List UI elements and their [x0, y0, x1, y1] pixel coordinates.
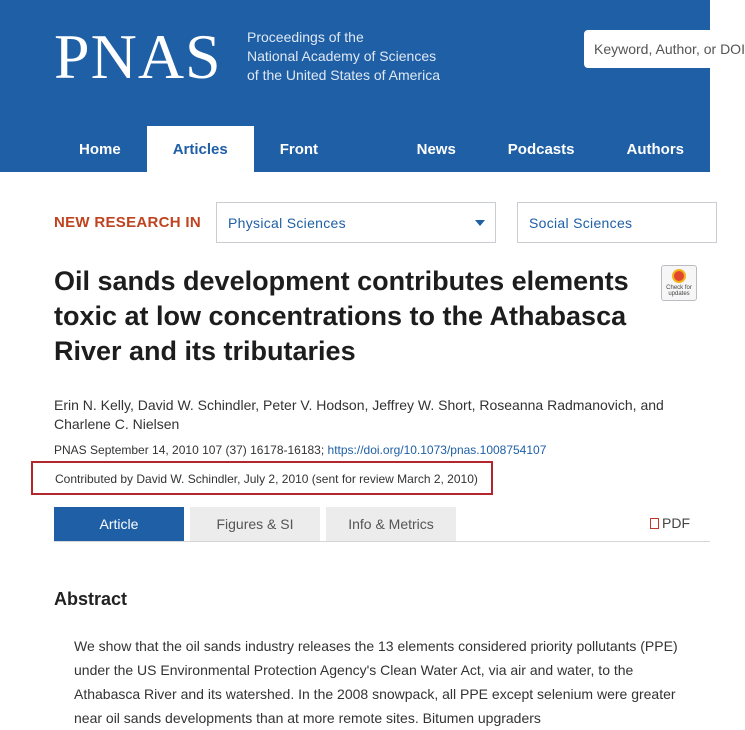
nav-front-matter[interactable]: Front Matter — [279, 141, 325, 206]
tab-info-metrics[interactable]: Info & Metrics — [326, 507, 456, 541]
select-value: Social Sciences — [529, 215, 633, 231]
citation — [54, 443, 546, 457]
author-list: Erin N. Kelly, David W. Schindler, Peter V. Hodson, Jeffrey W. Short, Roseanna Radmanovich, and Charlene C. Nielsen — [54, 397, 664, 432]
contributed-by-note: Contributed by David W. Schindler, July 2, 2010 (sent for review March 2, 2010) — [31, 461, 493, 495]
main-nav — [53, 126, 710, 206]
tab-figures-si[interactable]: Figures & SI — [190, 507, 320, 541]
article-title: Oil sands development contributes elements toxic at low concentrations to the Athabasca River and its tributaries — [54, 266, 629, 366]
journal-full-name — [247, 28, 440, 85]
nav-home[interactable]: Home — [79, 141, 121, 158]
search-input[interactable]: Keyword, Author, or DOI — [584, 30, 724, 68]
nav-podcasts[interactable]: Podcasts — [507, 141, 575, 158]
pdf-link[interactable] — [650, 515, 690, 531]
pnas-logo[interactable]: PNAS — [54, 21, 222, 92]
new-research-label: NEW RESEARCH IN — [54, 214, 202, 231]
select-value: Physical Sciences — [228, 215, 346, 231]
citation-text: PNAS September 14, 2010 107 (37) 16178-16183; — [54, 443, 328, 457]
doi-link[interactable]: https://doi.org/10.1073/pnas.1008754107 — [327, 443, 547, 457]
journal-name-line-2: National Academy of Sciences — [247, 48, 437, 64]
abstract-text: We show that the oil sands industry releases the 13 elements considered priority pollutants (PPE) under the US Environmental Protection Agency's Clean Water Act, via air and water, to the Athabasca River and its watershed. In the 2008 snowpack, all PPE except selenium were greater near oil sands developments than at more remote sites. Bitumen upgraders — [74, 638, 678, 726]
journal-name-line-1: Proceedings of the — [247, 29, 364, 45]
nav-authors[interactable]: Authors — [626, 141, 684, 158]
tab-article[interactable]: Article — [54, 507, 184, 541]
nav-articles[interactable]: Articles — [147, 126, 254, 172]
nav-news[interactable]: News — [416, 141, 456, 158]
physical-sciences-select[interactable] — [216, 202, 496, 243]
pdf-label: PDF — [662, 515, 690, 531]
site-header — [0, 0, 745, 206]
tab-divider — [54, 541, 710, 542]
abstract-heading: Abstract — [54, 589, 128, 609]
pdf-icon — [650, 518, 659, 529]
crossmark-icon — [672, 269, 686, 283]
chevron-down-icon — [475, 220, 485, 226]
badge-label: Check for updates — [666, 285, 692, 297]
journal-name-line-3: of the United States of America — [247, 67, 440, 83]
check-for-updates-badge[interactable] — [661, 265, 697, 301]
social-sciences-select[interactable] — [517, 202, 717, 243]
